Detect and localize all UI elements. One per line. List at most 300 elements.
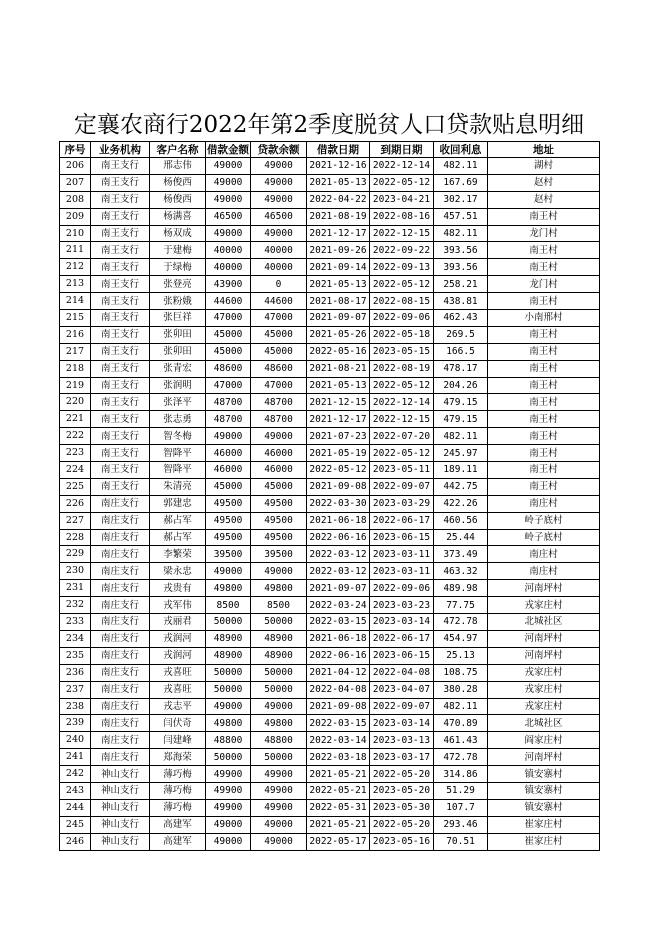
loan-amount-cell: 47000 [206, 310, 251, 327]
table-row [60, 732, 600, 749]
table-row [60, 462, 600, 479]
branch-cell: 南王支行 [91, 293, 150, 310]
balance-cell: 49000 [251, 225, 307, 242]
due-date-cell: 2022-05-18 [370, 326, 434, 343]
customer-cell: 戎志平 [150, 698, 206, 715]
balance-cell: 46000 [251, 445, 307, 462]
branch-cell: 南庄支行 [91, 614, 150, 631]
balance-cell: 50000 [251, 681, 307, 698]
branch-cell: 南王支行 [91, 326, 150, 343]
address-cell: 戎家庄村 [488, 681, 600, 698]
due-date-cell: 2022-09-22 [370, 242, 434, 259]
loan-date-cell: 2022-05-16 [307, 343, 370, 360]
customer-cell: 张粉娥 [150, 293, 206, 310]
address-cell: 崔家庄村 [488, 816, 600, 833]
loan-amount-cell: 49900 [206, 799, 251, 816]
table-row [60, 546, 600, 563]
customer-cell: 戎喜旺 [150, 681, 206, 698]
due-date-cell: 2022-12-14 [370, 394, 434, 411]
branch-cell: 南王支行 [91, 462, 150, 479]
due-date-cell: 2022-12-15 [370, 225, 434, 242]
due-date-cell: 2022-06-17 [370, 630, 434, 647]
seq-cell: 211 [60, 242, 91, 259]
loan-amount-cell: 49500 [206, 529, 251, 546]
loan-date-cell: 2021-08-19 [307, 208, 370, 225]
seq-cell: 231 [60, 580, 91, 597]
address-cell: 河南坪村 [488, 749, 600, 766]
loan-amount-cell: 40000 [206, 242, 251, 259]
table-row [60, 766, 600, 783]
table-row [60, 698, 600, 715]
balance-cell: 49000 [251, 191, 307, 208]
header-branch: 业务机构 [91, 142, 150, 158]
loan-amount-cell: 45000 [206, 343, 251, 360]
interest-cell: 70.51 [434, 833, 488, 850]
customer-cell: 郭建忠 [150, 495, 206, 512]
due-date-cell: 2022-09-07 [370, 478, 434, 495]
interest-cell: 472.78 [434, 749, 488, 766]
due-date-cell: 2023-03-17 [370, 749, 434, 766]
branch-cell: 南王支行 [91, 343, 150, 360]
balance-cell: 49000 [251, 698, 307, 715]
branch-cell: 南王支行 [91, 225, 150, 242]
balance-cell: 50000 [251, 664, 307, 681]
document-title: 定襄农商行2022年第2季度脱贫人口贷款贴息明细 [73, 112, 585, 138]
customer-cell: 张润明 [150, 377, 206, 394]
loan-date-cell: 2021-05-21 [307, 766, 370, 783]
loan-date-cell: 2021-09-08 [307, 698, 370, 715]
table-row [60, 191, 600, 208]
customer-cell: 薄巧梅 [150, 799, 206, 816]
due-date-cell: 2023-03-14 [370, 715, 434, 732]
loan-amount-cell: 49000 [206, 428, 251, 445]
loan-amount-cell: 45000 [206, 478, 251, 495]
balance-cell: 49000 [251, 563, 307, 580]
due-date-cell: 2022-05-12 [370, 377, 434, 394]
seq-cell: 207 [60, 174, 91, 191]
address-cell: 南王村 [488, 259, 600, 276]
interest-cell: 258.21 [434, 276, 488, 293]
address-cell: 南王村 [488, 242, 600, 259]
loan-date-cell: 2022-03-30 [307, 495, 370, 512]
branch-cell: 南庄支行 [91, 546, 150, 563]
due-date-cell: 2023-05-30 [370, 799, 434, 816]
interest-cell: 302.17 [434, 191, 488, 208]
header-customer: 客户名称 [150, 142, 206, 158]
table-row [60, 749, 600, 766]
loan-amount-cell: 48900 [206, 630, 251, 647]
branch-cell: 南王支行 [91, 377, 150, 394]
loan-amount-cell: 49000 [206, 698, 251, 715]
loan-date-cell: 2022-03-12 [307, 563, 370, 580]
loan-date-cell: 2022-05-21 [307, 782, 370, 799]
branch-cell: 南庄支行 [91, 529, 150, 546]
interest-cell: 442.75 [434, 478, 488, 495]
due-date-cell: 2022-05-20 [370, 766, 434, 783]
seq-cell: 216 [60, 326, 91, 343]
branch-cell: 南庄支行 [91, 749, 150, 766]
table-row [60, 259, 600, 276]
due-date-cell: 2023-03-23 [370, 597, 434, 614]
branch-cell: 神山支行 [91, 833, 150, 850]
branch-cell: 南王支行 [91, 478, 150, 495]
due-date-cell: 2022-05-12 [370, 276, 434, 293]
interest-cell: 457.51 [434, 208, 488, 225]
seq-cell: 246 [60, 833, 91, 850]
customer-cell: 张志勇 [150, 411, 206, 428]
loan-date-cell: 2021-07-23 [307, 428, 370, 445]
balance-cell: 49000 [251, 833, 307, 850]
due-date-cell: 2022-09-06 [370, 580, 434, 597]
loan-amount-cell: 49900 [206, 782, 251, 799]
address-cell: 赵村 [488, 174, 600, 191]
balance-cell: 48900 [251, 647, 307, 664]
table-row [60, 377, 600, 394]
customer-cell: 薄巧梅 [150, 782, 206, 799]
customer-cell: 薄巧梅 [150, 766, 206, 783]
loan-date-cell: 2021-08-21 [307, 360, 370, 377]
address-cell: 戎家庄村 [488, 698, 600, 715]
address-cell: 南王村 [488, 343, 600, 360]
address-cell: 南王村 [488, 428, 600, 445]
address-cell: 龙门村 [488, 276, 600, 293]
address-cell: 北城社区 [488, 614, 600, 631]
address-cell: 南王村 [488, 360, 600, 377]
loan-date-cell: 2022-04-08 [307, 681, 370, 698]
interest-cell: 479.15 [434, 394, 488, 411]
seq-cell: 209 [60, 208, 91, 225]
customer-cell: 杨双成 [150, 225, 206, 242]
seq-cell: 219 [60, 377, 91, 394]
due-date-cell: 2023-03-13 [370, 732, 434, 749]
balance-cell: 49000 [251, 816, 307, 833]
loan-amount-cell: 49000 [206, 816, 251, 833]
seq-cell: 240 [60, 732, 91, 749]
balance-cell: 48900 [251, 630, 307, 647]
seq-cell: 245 [60, 816, 91, 833]
due-date-cell: 2023-04-07 [370, 681, 434, 698]
header-address: 地址 [488, 142, 600, 158]
table-row [60, 647, 600, 664]
due-date-cell: 2022-09-13 [370, 259, 434, 276]
branch-cell: 南王支行 [91, 174, 150, 191]
address-cell: 南王村 [488, 462, 600, 479]
loan-date-cell: 2021-05-13 [307, 377, 370, 394]
address-cell: 崔家庄村 [488, 833, 600, 850]
customer-cell: 张卯田 [150, 343, 206, 360]
seq-cell: 212 [60, 259, 91, 276]
balance-cell: 45000 [251, 478, 307, 495]
interest-cell: 204.26 [434, 377, 488, 394]
customer-cell: 杨满喜 [150, 208, 206, 225]
table-row [60, 715, 600, 732]
loan-amount-cell: 50000 [206, 681, 251, 698]
branch-cell: 南庄支行 [91, 580, 150, 597]
table-row [60, 614, 600, 631]
loan-amount-cell: 49900 [206, 766, 251, 783]
address-cell: 河南坪村 [488, 580, 600, 597]
table-row [60, 833, 600, 850]
customer-cell: 智冬梅 [150, 428, 206, 445]
branch-cell: 南王支行 [91, 411, 150, 428]
customer-cell: 梁永忠 [150, 563, 206, 580]
seq-cell: 220 [60, 394, 91, 411]
table-row [60, 816, 600, 833]
loan-amount-cell: 39500 [206, 546, 251, 563]
balance-cell: 47000 [251, 310, 307, 327]
loan-amount-cell: 49000 [206, 833, 251, 850]
seq-cell: 227 [60, 512, 91, 529]
branch-cell: 南庄支行 [91, 630, 150, 647]
table-row [60, 580, 600, 597]
table-row [60, 411, 600, 428]
loan-amount-cell: 43900 [206, 276, 251, 293]
due-date-cell: 2023-05-16 [370, 833, 434, 850]
interest-cell: 454.97 [434, 630, 488, 647]
seq-cell: 233 [60, 614, 91, 631]
customer-cell: 郝占军 [150, 529, 206, 546]
interest-cell: 489.98 [434, 580, 488, 597]
loan-amount-cell: 47000 [206, 377, 251, 394]
header-balance: 贷款余额 [251, 142, 307, 158]
address-cell: 南庄村 [488, 495, 600, 512]
loan-amount-cell: 44600 [206, 293, 251, 310]
loan-amount-cell: 45000 [206, 326, 251, 343]
balance-cell: 49900 [251, 766, 307, 783]
customer-cell: 邢志伟 [150, 158, 206, 175]
loan-date-cell: 2021-05-13 [307, 276, 370, 293]
loan-date-cell: 2022-03-15 [307, 614, 370, 631]
address-cell: 岭子底村 [488, 529, 600, 546]
table-row [60, 208, 600, 225]
due-date-cell: 2023-03-11 [370, 563, 434, 580]
due-date-cell: 2022-12-14 [370, 158, 434, 175]
customer-cell: 高建军 [150, 816, 206, 833]
interest-cell: 470.89 [434, 715, 488, 732]
loan-amount-cell: 49000 [206, 191, 251, 208]
loan-date-cell: 2022-03-12 [307, 546, 370, 563]
branch-cell: 南庄支行 [91, 597, 150, 614]
loan-amount-cell: 49000 [206, 158, 251, 175]
address-cell: 河南坪村 [488, 647, 600, 664]
due-date-cell: 2022-07-20 [370, 428, 434, 445]
balance-cell: 45000 [251, 326, 307, 343]
customer-cell: 高建军 [150, 833, 206, 850]
table-row [60, 428, 600, 445]
branch-cell: 神山支行 [91, 799, 150, 816]
balance-cell: 49000 [251, 428, 307, 445]
branch-cell: 南王支行 [91, 242, 150, 259]
header-loan-date: 借款日期 [307, 142, 370, 158]
table-body [60, 158, 600, 851]
table-row [60, 326, 600, 343]
seq-cell: 217 [60, 343, 91, 360]
branch-cell: 南王支行 [91, 394, 150, 411]
balance-cell: 49500 [251, 512, 307, 529]
balance-cell: 48700 [251, 411, 307, 428]
due-date-cell: 2023-05-20 [370, 782, 434, 799]
table-row [60, 360, 600, 377]
table-row [60, 681, 600, 698]
balance-cell: 46000 [251, 462, 307, 479]
interest-cell: 51.29 [434, 782, 488, 799]
loan-amount-cell: 48800 [206, 732, 251, 749]
loan-amount-cell: 49000 [206, 563, 251, 580]
due-date-cell: 2023-05-11 [370, 462, 434, 479]
seq-cell: 229 [60, 546, 91, 563]
balance-cell: 44600 [251, 293, 307, 310]
seq-cell: 213 [60, 276, 91, 293]
customer-cell: 智降平 [150, 462, 206, 479]
due-date-cell: 2023-06-15 [370, 529, 434, 546]
loan-date-cell: 2021-09-14 [307, 259, 370, 276]
header-row [60, 142, 600, 158]
header-interest: 收回利息 [434, 142, 488, 158]
interest-cell: 482.11 [434, 428, 488, 445]
loan-amount-cell: 49000 [206, 225, 251, 242]
table-row [60, 495, 600, 512]
interest-cell: 167.69 [434, 174, 488, 191]
due-date-cell: 2022-08-15 [370, 293, 434, 310]
customer-cell: 闫建峰 [150, 732, 206, 749]
branch-cell: 南庄支行 [91, 698, 150, 715]
loan-amount-cell: 46500 [206, 208, 251, 225]
loan-date-cell: 2021-06-18 [307, 512, 370, 529]
balance-cell: 49800 [251, 580, 307, 597]
interest-cell: 393.56 [434, 242, 488, 259]
customer-cell: 张青宏 [150, 360, 206, 377]
interest-cell: 462.43 [434, 310, 488, 327]
address-cell: 南庄村 [488, 563, 600, 580]
loan-amount-cell: 46000 [206, 462, 251, 479]
interest-cell: 422.26 [434, 495, 488, 512]
branch-cell: 南王支行 [91, 360, 150, 377]
loan-amount-cell: 46000 [206, 445, 251, 462]
loan-amount-cell: 50000 [206, 664, 251, 681]
seq-cell: 242 [60, 766, 91, 783]
loan-amount-cell: 49500 [206, 512, 251, 529]
due-date-cell: 2022-06-17 [370, 512, 434, 529]
table-row [60, 174, 600, 191]
loan-subsidy-table [59, 141, 600, 851]
customer-cell: 李繁荣 [150, 546, 206, 563]
branch-cell: 南王支行 [91, 428, 150, 445]
address-cell: 南庄村 [488, 546, 600, 563]
customer-cell: 于绿梅 [150, 259, 206, 276]
balance-cell: 49900 [251, 782, 307, 799]
interest-cell: 77.75 [434, 597, 488, 614]
loan-amount-cell: 50000 [206, 614, 251, 631]
due-date-cell: 2022-05-12 [370, 174, 434, 191]
loan-date-cell: 2021-09-26 [307, 242, 370, 259]
header-due-date: 到期日期 [370, 142, 434, 158]
seq-cell: 235 [60, 647, 91, 664]
due-date-cell: 2022-05-12 [370, 445, 434, 462]
interest-cell: 380.28 [434, 681, 488, 698]
header-seq: 序号 [60, 142, 91, 158]
interest-cell: 25.44 [434, 529, 488, 546]
seq-cell: 224 [60, 462, 91, 479]
address-cell: 河南坪村 [488, 630, 600, 647]
seq-cell: 241 [60, 749, 91, 766]
interest-cell: 108.75 [434, 664, 488, 681]
address-cell: 南王村 [488, 445, 600, 462]
loan-amount-cell: 48900 [206, 647, 251, 664]
branch-cell: 南庄支行 [91, 512, 150, 529]
customer-cell: 郑海荣 [150, 749, 206, 766]
loan-date-cell: 2022-03-24 [307, 597, 370, 614]
loan-amount-cell: 49800 [206, 580, 251, 597]
address-cell: 小南邢村 [488, 310, 600, 327]
balance-cell: 49000 [251, 174, 307, 191]
interest-cell: 463.32 [434, 563, 488, 580]
interest-cell: 25.13 [434, 647, 488, 664]
customer-cell: 戎润河 [150, 630, 206, 647]
interest-cell: 461.43 [434, 732, 488, 749]
customer-cell: 郝占军 [150, 512, 206, 529]
interest-cell: 482.11 [434, 225, 488, 242]
branch-cell: 南庄支行 [91, 715, 150, 732]
customer-cell: 于建梅 [150, 242, 206, 259]
branch-cell: 南庄支行 [91, 495, 150, 512]
interest-cell: 472.78 [434, 614, 488, 631]
balance-cell: 49500 [251, 495, 307, 512]
due-date-cell: 2022-09-07 [370, 698, 434, 715]
interest-cell: 373.49 [434, 546, 488, 563]
seq-cell: 228 [60, 529, 91, 546]
customer-cell: 张登亮 [150, 276, 206, 293]
interest-cell: 479.15 [434, 411, 488, 428]
loan-date-cell: 2022-03-14 [307, 732, 370, 749]
due-date-cell: 2022-08-16 [370, 208, 434, 225]
loan-date-cell: 2022-03-15 [307, 715, 370, 732]
table-row [60, 445, 600, 462]
balance-cell: 48600 [251, 360, 307, 377]
header-loan-amount: 借款金额 [206, 142, 251, 158]
address-cell: 龙门村 [488, 225, 600, 242]
balance-cell: 0 [251, 276, 307, 293]
branch-cell: 南王支行 [91, 259, 150, 276]
interest-cell: 438.81 [434, 293, 488, 310]
due-date-cell: 2023-03-14 [370, 614, 434, 631]
customer-cell: 智降平 [150, 445, 206, 462]
balance-cell: 49800 [251, 715, 307, 732]
balance-cell: 48800 [251, 732, 307, 749]
interest-cell: 107.7 [434, 799, 488, 816]
customer-cell: 戎丽君 [150, 614, 206, 631]
loan-date-cell: 2021-05-13 [307, 174, 370, 191]
due-date-cell: 2022-05-20 [370, 816, 434, 833]
interest-cell: 482.11 [434, 698, 488, 715]
customer-cell: 张卯田 [150, 326, 206, 343]
table-row [60, 158, 600, 175]
balance-cell: 49900 [251, 799, 307, 816]
seq-cell: 206 [60, 158, 91, 175]
table-row [60, 343, 600, 360]
seq-cell: 210 [60, 225, 91, 242]
table-row [60, 225, 600, 242]
interest-cell: 460.56 [434, 512, 488, 529]
seq-cell: 238 [60, 698, 91, 715]
table-row [60, 799, 600, 816]
branch-cell: 南王支行 [91, 191, 150, 208]
address-cell: 戎家庄村 [488, 664, 600, 681]
seq-cell: 244 [60, 799, 91, 816]
balance-cell: 45000 [251, 343, 307, 360]
address-cell: 南王村 [488, 394, 600, 411]
seq-cell: 208 [60, 191, 91, 208]
loan-date-cell: 2022-06-16 [307, 647, 370, 664]
